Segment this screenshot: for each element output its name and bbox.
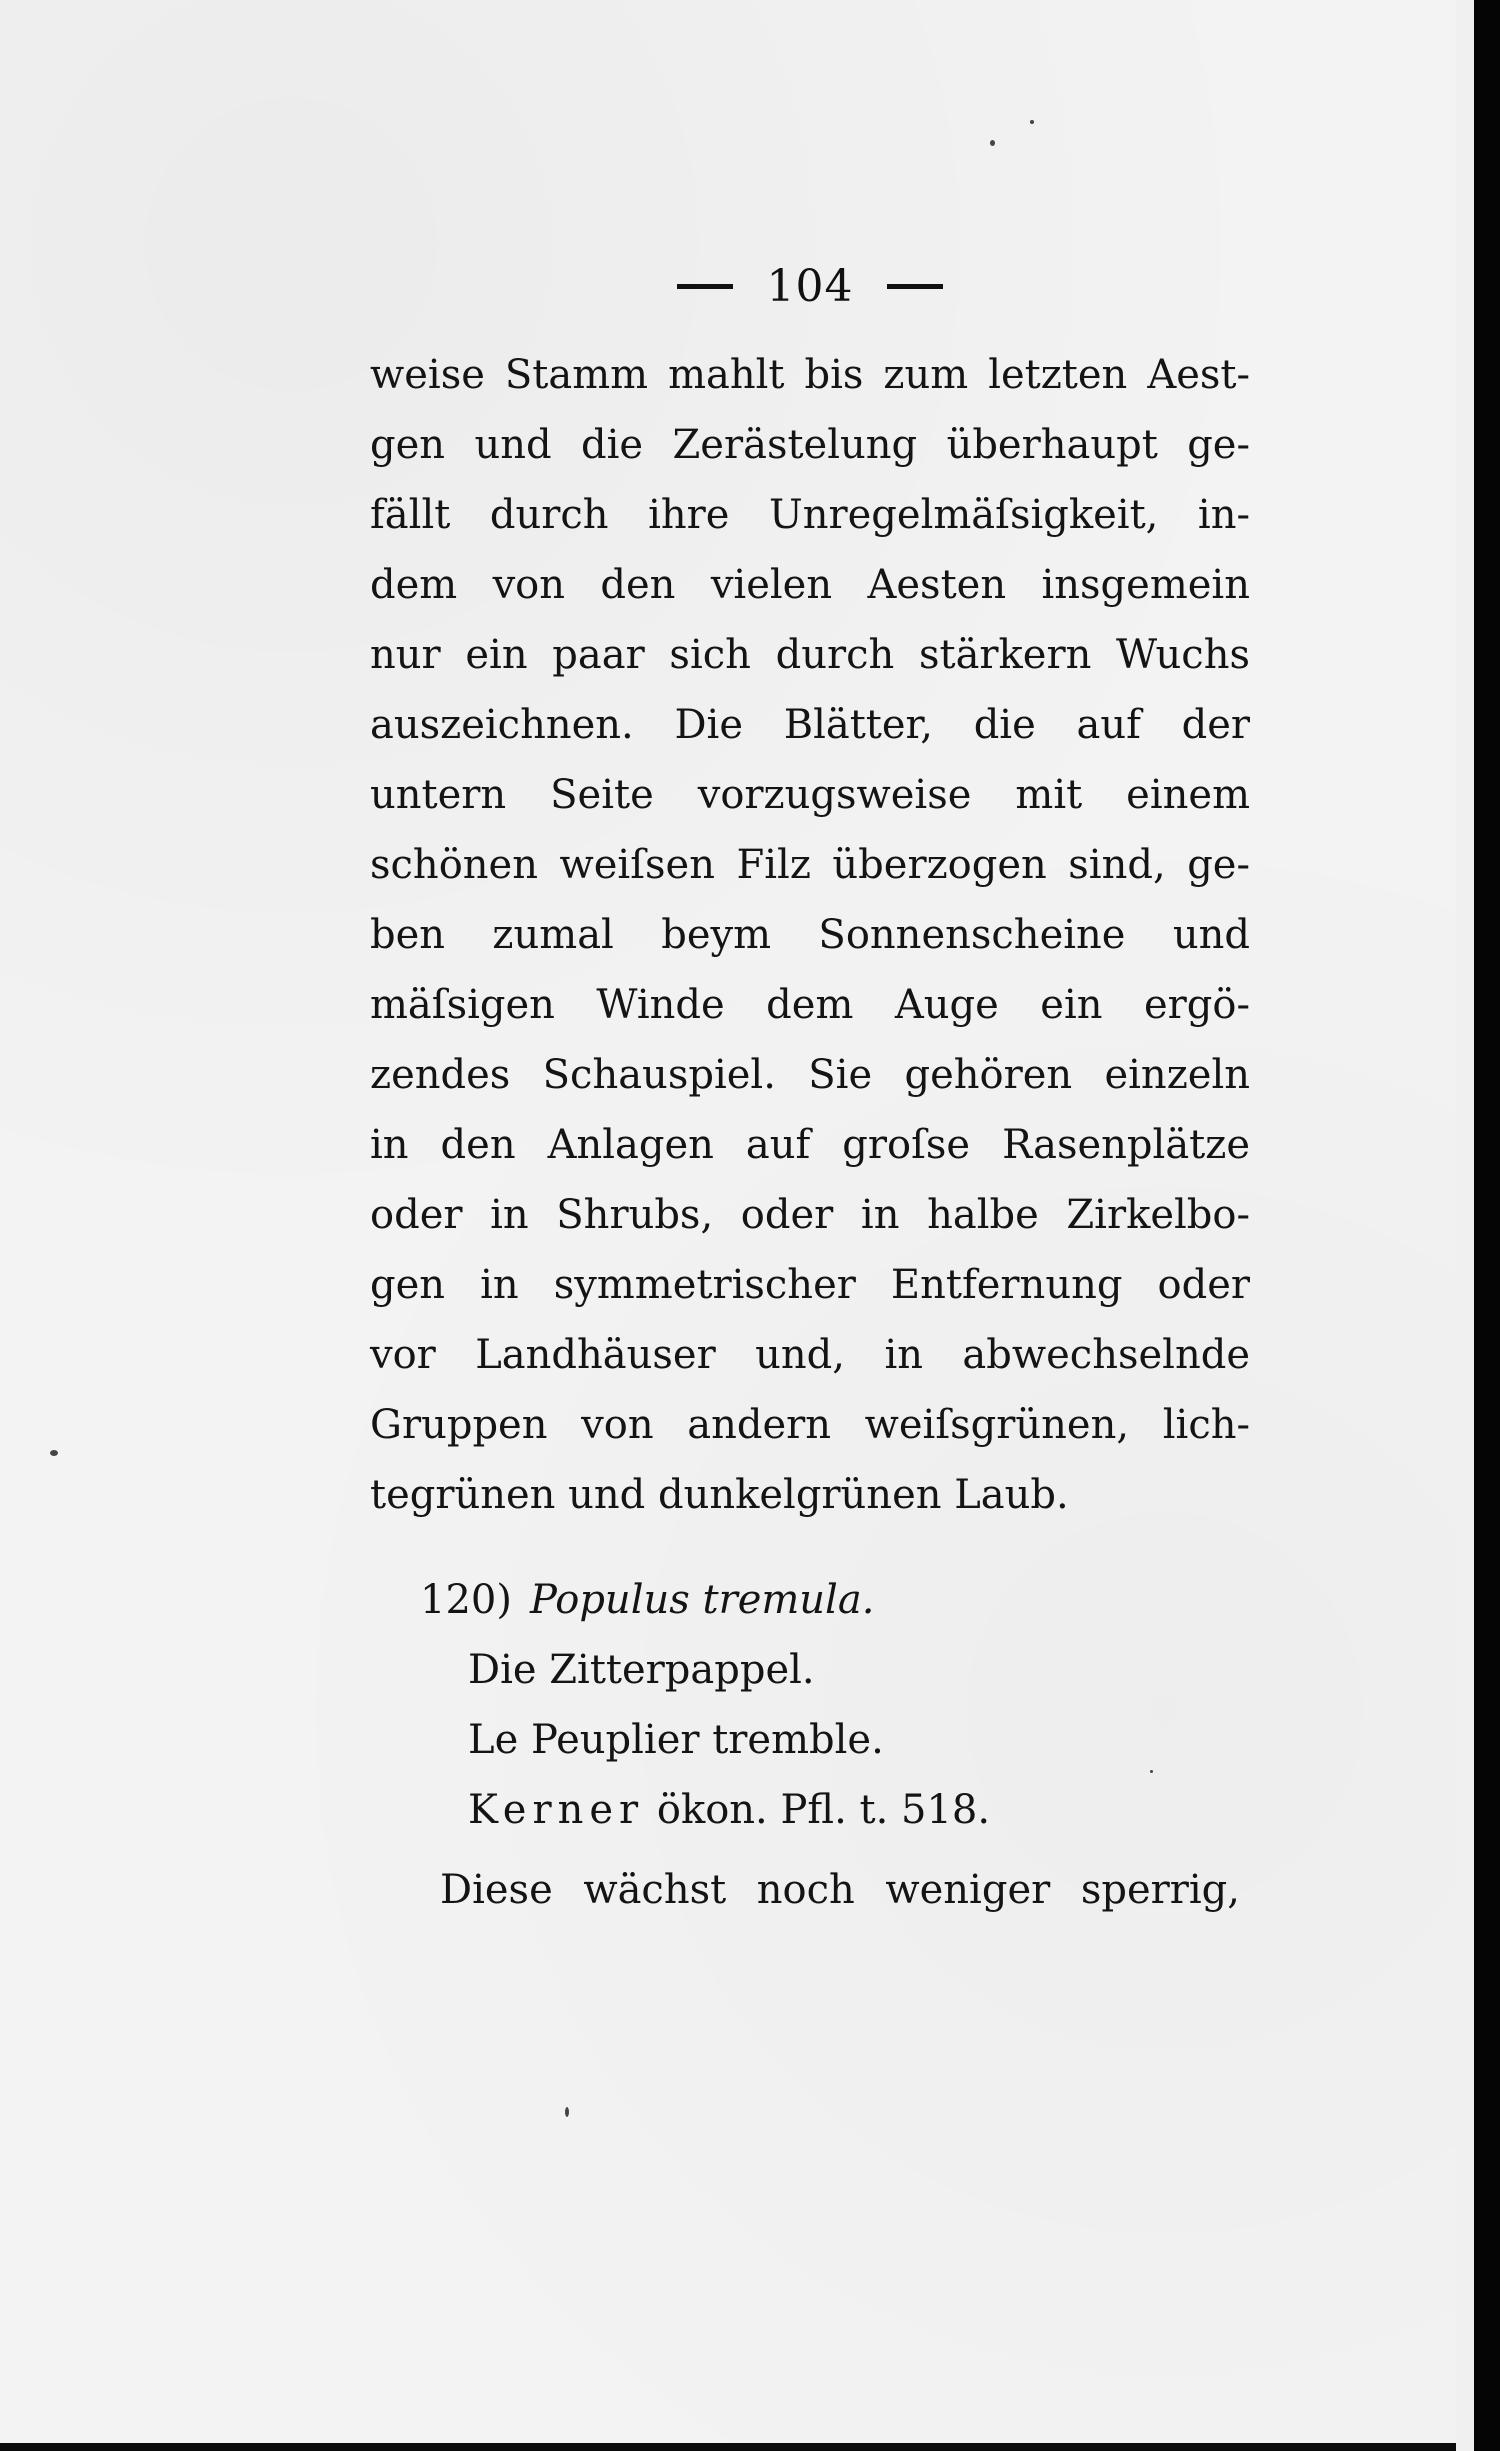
- page-number: 104: [766, 260, 854, 312]
- body-line: schönen weiſsen Filz überzogen sind, ge-: [370, 842, 1250, 888]
- entry-heading: [420, 1565, 990, 1635]
- body-line: auszeichnen. Die Blätter, die auf der: [370, 702, 1250, 748]
- header-dash-right: [887, 284, 943, 289]
- french-name: Le Peuplier tremble.: [468, 1717, 884, 1763]
- scan-speck: [50, 1450, 58, 1456]
- body-line: weise Stamm mahlt bis zum letzten Aest-: [370, 352, 1250, 398]
- body-line: ben zumal beym Sonnenscheine und: [370, 912, 1250, 958]
- body-line: Gruppen von andern weiſsgrünen, lich-: [370, 1402, 1250, 1448]
- scan-speck: [565, 2107, 569, 2117]
- species-entry: [420, 1565, 990, 1845]
- scan-speck: [990, 140, 995, 146]
- latin-name: Populus tremula.: [529, 1577, 875, 1623]
- body-paragraph: [370, 340, 1250, 1530]
- body-line: gen und die Zerästelung überhaupt ge-: [370, 422, 1250, 468]
- page-header: [640, 256, 980, 316]
- body-line: vor Landhäuser und, in abwechselnde: [370, 1332, 1250, 1378]
- reference-line: [420, 1775, 990, 1845]
- body-line: zendes Schauspiel. Sie gehören einzeln: [370, 1052, 1250, 1098]
- scan-speck: [1030, 120, 1034, 124]
- body-line: nur ein paar sich durch stärkern Wuchs: [370, 632, 1250, 678]
- scan-speck: [1150, 1770, 1153, 1773]
- reference-author: Kerner: [468, 1787, 645, 1833]
- header-dash-left: [677, 284, 733, 289]
- continuation-line: Diese wächst noch weniger sperrig,: [440, 1867, 1240, 1913]
- body-line: oder in Shrubs, oder in halbe Zirkelbo-: [370, 1192, 1250, 1238]
- german-name: Die Zitterpappel.: [468, 1647, 815, 1693]
- body-line: untern Seite vorzugsweise mit einem: [370, 772, 1250, 818]
- page-edge-light: [1456, 0, 1474, 2451]
- body-line: in den Anlagen auf groſse Rasenplätze: [370, 1122, 1250, 1168]
- body-line: fällt durch ihre Unregelmäſsigkeit, in-: [370, 492, 1250, 538]
- reference-detail: ökon. Pfl. t. 518.: [656, 1787, 991, 1833]
- entry-number: 120): [420, 1577, 512, 1623]
- body-line: mäſsigen Winde dem Auge ein ergö-: [370, 982, 1250, 1028]
- body-line: dem von den vielen Aesten insgemein: [370, 562, 1250, 608]
- body-line: gen in symmetrischer Entfernung oder: [370, 1262, 1250, 1308]
- page-edge-dark: [1474, 0, 1500, 2451]
- body-line: tegrünen und dunkelgrünen Laub.: [370, 1472, 1069, 1518]
